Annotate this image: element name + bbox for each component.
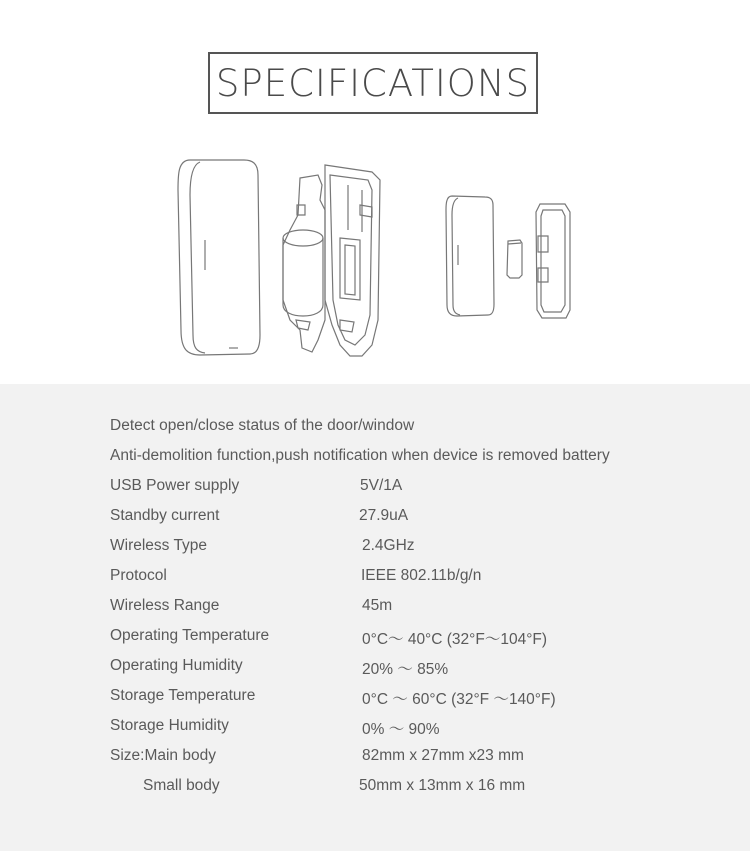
back-housing-drawing	[325, 165, 380, 356]
spec-label-storage-temperature: Storage Temperature	[110, 687, 256, 704]
spec-value-operating-humidity: 20% ～ 85%	[362, 661, 449, 678]
spec-value-size-main-body: 82mm x 27mm x23 mm	[362, 747, 524, 764]
exploded-sensor-illustration	[0, 140, 750, 370]
spec-value-storage-temperature: 0°C ～ 60°C (32°F ～140°F)	[362, 691, 556, 708]
spec-label-wireless-type: Wireless Type	[110, 537, 208, 554]
spec-value-operating-temperature: 0°C～ 40°C (32°F～104°F)	[362, 631, 548, 648]
spec-value-protocol: IEEE 802.11b/g/n	[361, 567, 482, 584]
magnet-drawing	[507, 240, 522, 278]
spec-value-standby-current: 27.9uA	[359, 507, 409, 524]
product-illustration-section	[0, 0, 750, 384]
spec-value-storage-humidity: 0% ～ 90%	[362, 721, 440, 738]
small-body-base-drawing	[536, 204, 570, 318]
spec-label-usb-power: USB Power supply	[110, 477, 240, 494]
spec-value-wireless-type: 2.4GHz	[362, 537, 415, 554]
spec-label-storage-humidity: Storage Humidity	[110, 717, 229, 734]
spec-label-wireless-range: Wireless Range	[110, 597, 220, 614]
spec-label-small-body: Small body	[143, 777, 220, 794]
spec-value-usb-power: 5V/1A	[360, 477, 403, 494]
battery-part-drawing	[283, 175, 325, 352]
specifications-section	[0, 384, 750, 851]
spec-label-protocol: Protocol	[110, 567, 167, 584]
feature-anti-demolition: Anti-demolition function,push notification when device is removed battery	[110, 447, 610, 464]
main-body-cover-drawing	[178, 160, 260, 355]
spec-label-standby-current: Standby current	[110, 507, 220, 524]
title-box	[208, 52, 538, 114]
spec-value-small-body: 50mm x 13mm x 16 mm	[359, 777, 526, 794]
spec-label-operating-humidity: Operating Humidity	[110, 657, 243, 674]
spec-label-operating-temperature: Operating Temperature	[110, 627, 270, 644]
page-title: SPECIFICATIONS	[215, 61, 531, 105]
spec-label-size-main-body: Size:Main body	[110, 747, 216, 764]
feature-door-status: Detect open/close status of the door/window	[110, 417, 415, 434]
spec-value-wireless-range: 45m	[362, 597, 393, 614]
small-body-cover-drawing	[446, 196, 494, 316]
